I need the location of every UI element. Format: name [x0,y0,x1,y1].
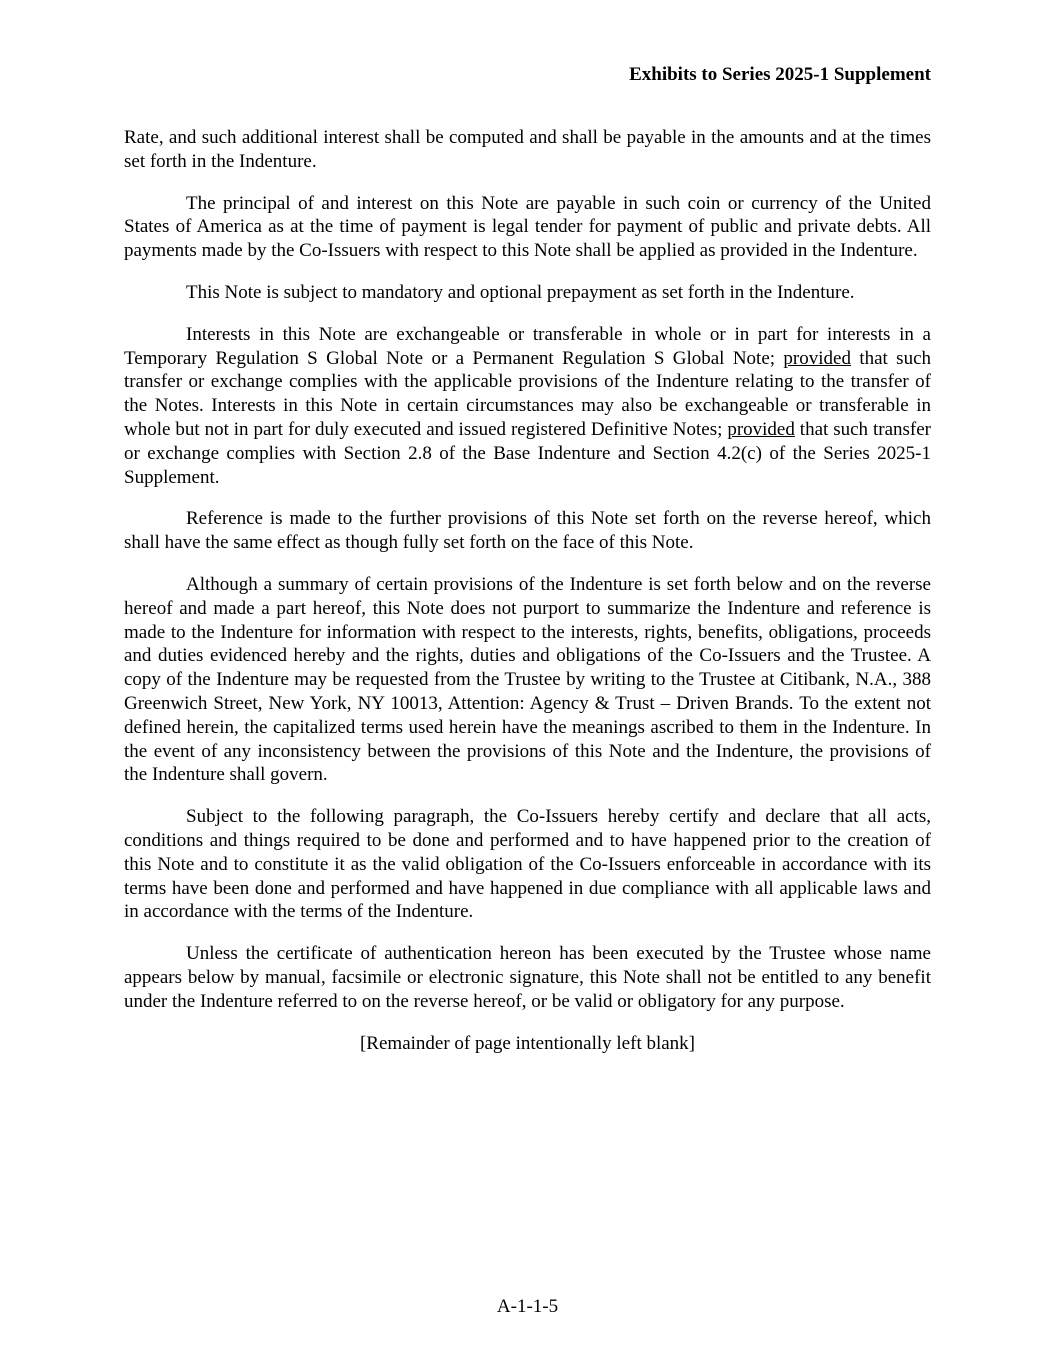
exchange-text-a: Interests in this Note are exchangeable or transferable in whole or in part for interests in a Temporary Regulation S Global Note or a Permanent Regulation S Global Note; [124,323,931,369]
paragraph-prepayment: This Note is subject to mandatory and optional prepayment as set forth in the Indenture. [186,281,855,303]
page-number: A-1-1-5 [496,1296,559,1317]
paragraph-rate-continuation: Rate, and such additional interest shall be computed and shall be payable in the amounts and at the times set forth in the Indenture. [124,127,931,172]
paragraph-authentication: Unless the certificate of authentication hereon has been executed by the Trustee whose name appears below by manual, facsimile or electronic signature, this Note shall not be entitled to any benefit under the Indenture referred to on the reverse hereof, or be valid or obligatory for any purpose. [124,943,931,1012]
exchange-text-c: that such transfer or exchange complies with Section 2.8 of the Base Indenture and Section 4.2(c) of the Series 2025-1 Supplement. [124,418,932,488]
provided-term-2: provided [727,418,795,440]
paragraph-exchange-transfer [124,323,931,490]
exchange-text-b: that such transfer or exchange complies with the applicable provisions of the Indenture relating to the transfer of the Notes. Interests in this Note in certain circumstances may also be exchangeable or transferable in whole but not in part for duly executed and issued registered Definitive Notes; [124,347,931,440]
paragraph-payment-currency: The principal of and interest on this Note are payable in such coin or currency of the United States of America as at the time of payment is legal tender for payment of public and private debts. All payments made by the Co-Issuers with respect to this Note shall be applied as provided in the Indenture. [124,192,931,262]
document-body [124,126,931,1055]
paragraph-indenture-summary: Although a summary of certain provisions of the Indenture is set forth below and on the reverse hereof and made a part hereof, this Note does not purport to summarize the Indenture and reference is made to the Indenture for information with respect to the interests, rights, benefits, obligations, proceeds and duties evidenced hereby and the rights, duties and obligations of the Co-Issuers and the Trustee. A copy of the Indenture may be requested from the Trustee by writing to the Trustee at Citibank, N.A., 388 Greenwich Street, New York, NY 10013, Attention: Agency & Trust – Driven Brands. To the extent not defined herein, the capitalized terms used herein have the meanings ascribed to them in the Indenture. In the event of any inconsistency between the provisions of this Note and the Indenture, the provisions of the Indenture shall govern. [124,573,931,786]
paragraph-certification: Subject to the following paragraph, the Co-Issuers hereby certify and declare that all acts, conditions and things required to be done and performed and to have happened prior to the creation of this Note and to constitute it as the valid obligation of the Co-Issuers enforceable in accordance with its terms have been done and performed and have happened in due compliance with all applicable laws and in accordance with the terms of the Indenture. [124,806,931,923]
paragraph-reverse-reference: Reference is made to the further provisions of this Note set forth on the reverse hereof, which shall have the same effect as though fully set forth on the face of this Note. [124,508,931,554]
remainder-blank-note: [Remainder of page intentionally left blank] [359,1032,696,1054]
page-header-title: Exhibits to Series 2025-1 Supplement [629,64,931,85]
provided-term-1: provided [783,347,851,369]
